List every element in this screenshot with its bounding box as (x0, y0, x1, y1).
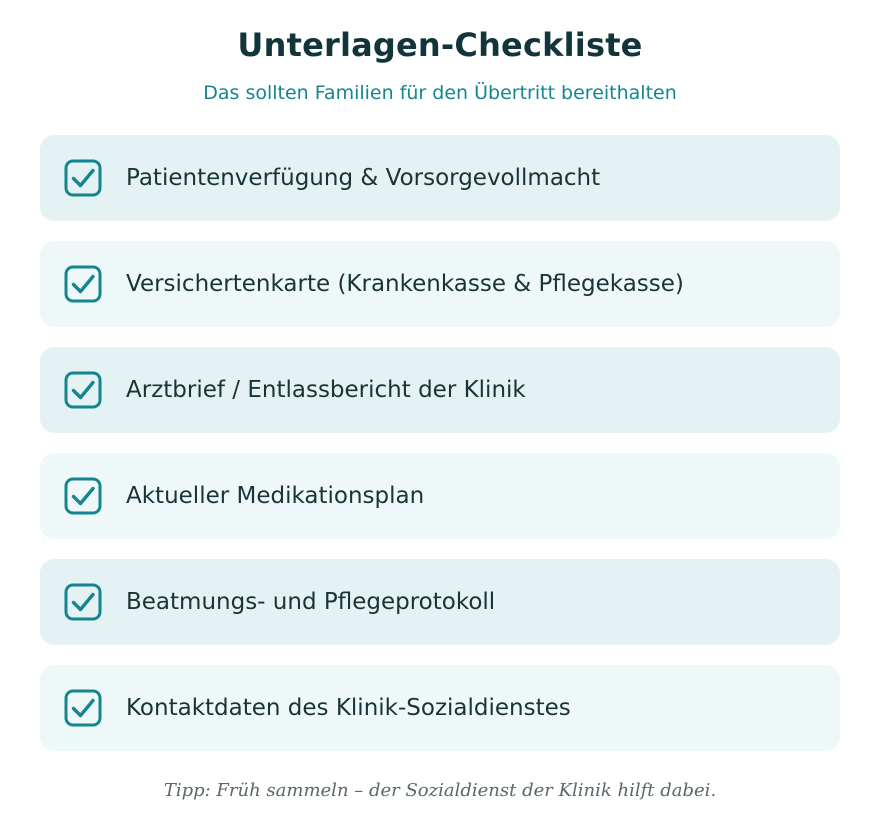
checklist-item (40, 453, 840, 539)
footer-tip: Tipp: Früh sammeln – der Sozialdienst der Klinik hilft dabei. (163, 780, 717, 801)
checked-checkbox-icon[interactable] (64, 583, 102, 621)
checklist-item-label: Kontaktdaten des Klinik-Sozialdienstes (126, 695, 571, 721)
checklist-item (40, 559, 840, 645)
checklist-item (40, 347, 840, 433)
checklist-item-label: Aktueller Medikationsplan (126, 483, 425, 509)
checked-checkbox-icon[interactable] (64, 689, 102, 727)
checklist-item-label: Versichertenkarte (Krankenkasse & Pflegekasse) (126, 271, 684, 297)
checklist-item (40, 665, 840, 751)
checklist-item (40, 241, 840, 327)
checklist (40, 135, 840, 771)
page-subtitle: Das sollten Familien für den Übertritt bereithalten (203, 82, 677, 104)
page-title: Unterlagen-Checkliste (237, 26, 643, 64)
checklist-item-label: Patientenverfügung & Vorsorgevollmacht (126, 165, 601, 191)
checked-checkbox-icon[interactable] (64, 159, 102, 197)
checked-checkbox-icon[interactable] (64, 477, 102, 515)
checklist-item (40, 135, 840, 221)
checklist-item-label: Beatmungs- und Pflegeprotokoll (126, 589, 496, 615)
checked-checkbox-icon[interactable] (64, 265, 102, 303)
checklist-item-label: Arztbrief / Entlassbericht der Klinik (126, 377, 526, 403)
checked-checkbox-icon[interactable] (64, 371, 102, 409)
